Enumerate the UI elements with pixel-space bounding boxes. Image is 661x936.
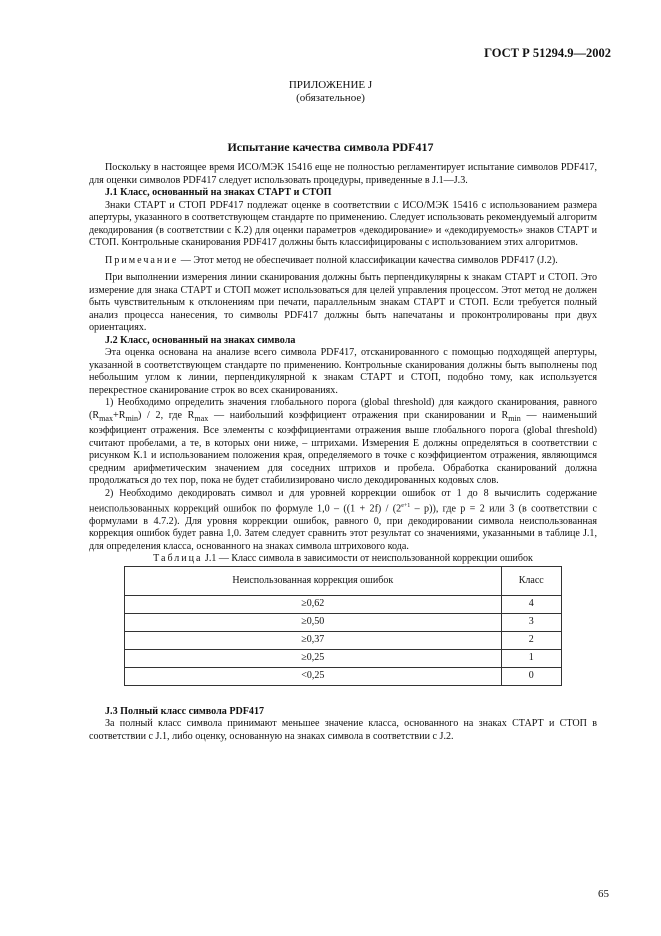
table-cell: 1 — [501, 649, 561, 667]
table-cell: <0,25 — [125, 667, 502, 685]
table-cell: 3 — [501, 613, 561, 631]
section-j3-paragraph-1: За полный класс символа принимают меньшее значение класса, основанного на знаках СТАРТ и СТОП в соответствии с J.1, либо оценку, основанную на знаках символа в соответствии с J.2. — [89, 718, 597, 742]
appendix-heading — [0, 79, 661, 105]
section-j2-heading: J.2 Класс, основанный на знаках символа — [105, 334, 296, 346]
page-title: Испытание качества символа PDF417 — [227, 140, 434, 154]
section-j1-paragraph-2: При выполнении измерения линии сканирования должны быть перпендикулярны к знакам СТАРТ и СТОП. Это измерение для знака СТАРТ и СТОП может использоваться для целей управления процессом. Этот метод не должен быть чувствительным к отклонениям при печати, параллельным знакам СТАРТ и СТОП. Если требуется полный анализ процесса нанесения, то символы PDF417 должны быть напечатаны и проконтролированы при двух ориентациях. — [89, 272, 597, 333]
section-j2-paragraph-2 — [89, 397, 597, 488]
note-label: Примечание — [105, 254, 179, 266]
page-number: 65 — [598, 888, 609, 900]
p3-part-a: 2) Необходимо декодировать символ и для уровней коррекции ошибок от 1 до 8 вычислить содержание неиспользованных коррекций ошибок по формуле 1,0 – ((1 + 2f) / (2 — [89, 487, 597, 515]
document-body — [89, 162, 597, 743]
table-header-row — [125, 566, 562, 595]
table-row — [125, 613, 562, 631]
note-paragraph — [89, 255, 597, 268]
table-cell: 4 — [501, 595, 561, 613]
note-text: — Этот метод не обеспечивает полной классификации качества символов PDF417 (J.2). — [178, 254, 558, 266]
sub-max-2: max — [194, 413, 209, 423]
p2-part-c: — наибольший коэффициент отражения при сканировании и R — [208, 409, 509, 421]
section-j1-paragraph-1: Знаки СТАРТ и СТОП PDF417 подлежат оценке в соответствии с ИСО/МЭК 15416 с использованием размера апертуры, указанного в соответствующем стандарте по применению. Следует использовать рекомендуемый алгоритм декодирования (в соответствии с К.2) для оценки параметров «декодирование» и «декодируемость» знаков СТАРТ и СТОП. Контрольные сканирования PDF417 должны быть классифицированы с использованием этих алгоритмов. — [89, 199, 597, 248]
p2-plus-r: +R — [113, 409, 126, 421]
p3-part-b: – p)), где p = 2 или 3 (в соответствии с формулами в 4.7.2). Для уровня коррекции ошибок, равного 0, при декодировании символа неиспользованная коррекция ошибок будет равна 1,0. Затем следует сравнить этот результат со значениями, указанными в таблице J.1, для определения класса, основанного на знаках символа штрихового кода. — [89, 503, 597, 552]
table-cell: ≥0,50 — [125, 613, 502, 631]
table-header-cell: Класс — [501, 566, 561, 595]
appendix-note: (обязательное) — [296, 92, 365, 104]
table-row — [125, 631, 562, 649]
intro-paragraph: Поскольку в настоящее время ИСО/МЭК 15416 еще не полностью регламентирует испытание символов PDF417, для оценки символов PDF417 следует использовать процедуры, приведенные в J.1—J.3. — [89, 162, 597, 186]
table-row — [125, 667, 562, 685]
table-caption — [89, 553, 597, 566]
table-caption-label: Таблица — [153, 553, 203, 565]
table-caption-text: J.1 — Класс символа в зависимости от неиспользованной коррекции ошибок — [202, 553, 533, 565]
grade-table — [124, 566, 562, 686]
table-cell: ≥0,25 — [125, 649, 502, 667]
sub-min-2: min — [508, 413, 521, 423]
p2-part-b: ) / 2, где R — [138, 409, 195, 421]
table-header-cell: Неиспользованная коррекция ошибок — [125, 566, 502, 595]
p2-part-a: 1) Необходимо определить значения глобального порога (global threshold) для каждого сканирования, равного (R — [89, 397, 597, 421]
section-j3-heading: J.3 Полный класс символа PDF417 — [105, 705, 265, 717]
table-row — [125, 649, 562, 667]
table-cell: 0 — [501, 667, 561, 685]
section-j2-paragraph-1: Эта оценка основана на анализе всего символа PDF417, отсканированного с помощью подходящей апертуры, указанной в соответствующем стандарте по применению. Контрольные сканирования должны быть выполнены под небольшим углом к линии, перпендикулярной к знакам СТАРТ и СТОП, подобно тому, как используется перекрестное сканирование строк во всех сканированиях. — [89, 347, 597, 396]
p3-superscript: e+1 — [401, 503, 411, 510]
sub-min: min — [125, 413, 139, 423]
document-header: ГОСТ Р 51294.9—2002 — [484, 46, 611, 60]
p2-part-d: — наименьший коэффициент отражения. Все элементы с коэффициентами отражения выше глобального порога (global threshold) считают пробелами, а те, в которых они ниже, – штрихами. Измерения Е должны определяться в соответствии с рисунком К.1 и использованием положения края, определяемого в точке с коэффициентом отражения, являющимся средним арифметическим значением для соседних штрихов и пробела. Обработка сканирований должна продолжаться до тех пор, пока не будет стабилизировано число декодированных кодовых слов. — [89, 409, 597, 487]
section-j2-paragraph-3 — [89, 488, 597, 554]
appendix-title: ПРИЛОЖЕНИЕ J — [288, 79, 373, 91]
table-cell: ≥0,62 — [125, 595, 502, 613]
sub-max: max — [99, 413, 114, 423]
table-cell: 2 — [501, 631, 561, 649]
section-j1-heading: J.1 Класс, основанный на знаках СТАРТ и СТОП — [105, 187, 332, 198]
table-row — [125, 595, 562, 613]
table-cell: ≥0,37 — [125, 631, 502, 649]
